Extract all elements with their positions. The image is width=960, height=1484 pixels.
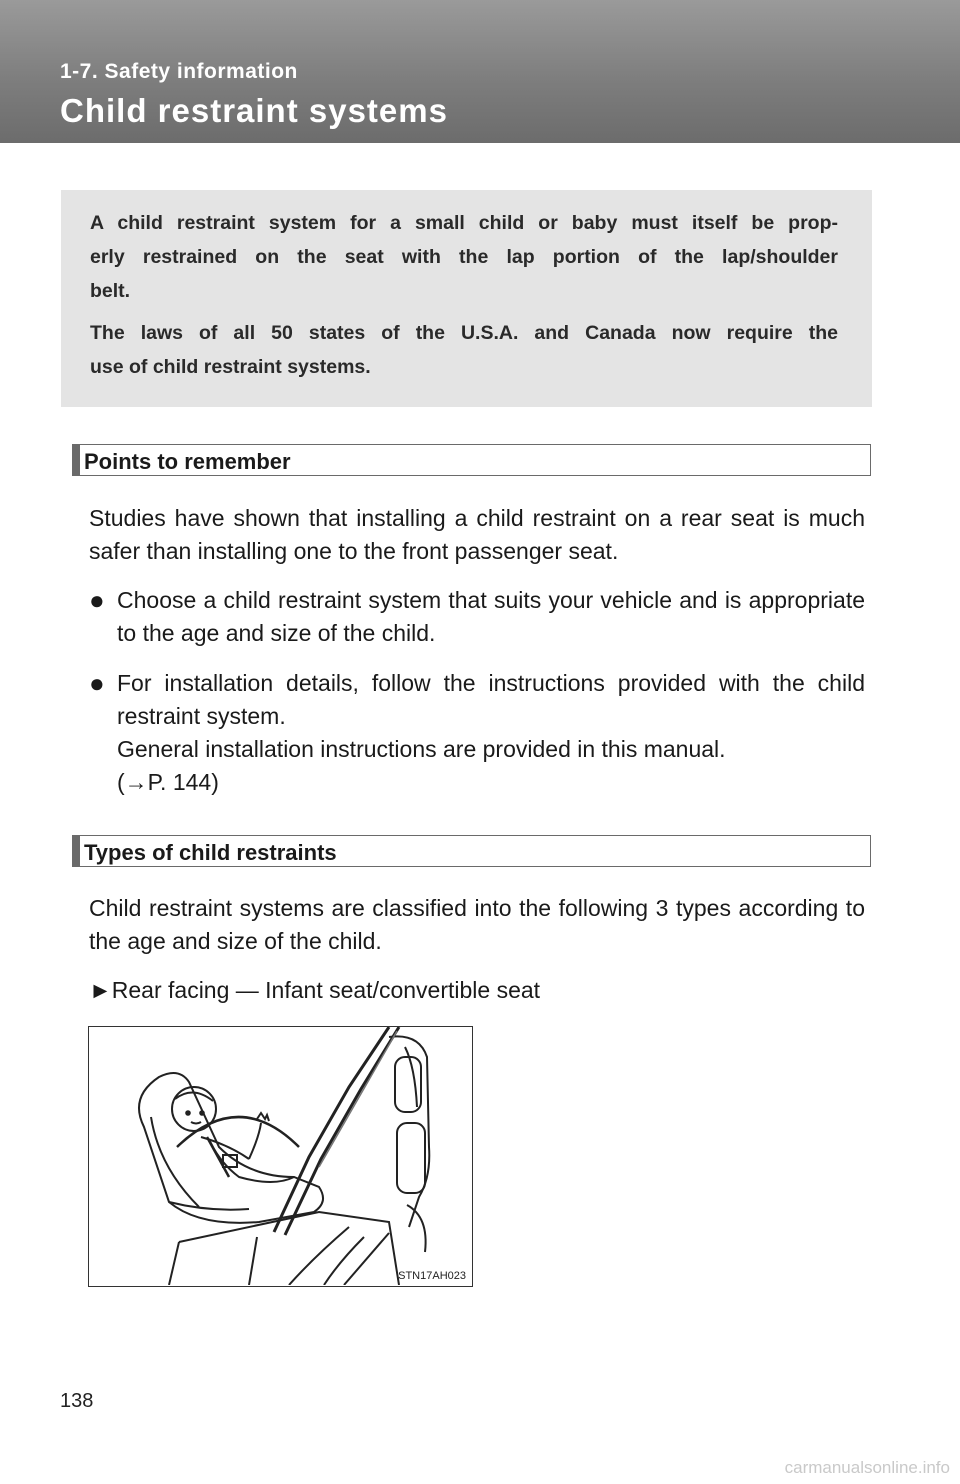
- types-heading-box: [72, 835, 871, 867]
- intro-line-2: erly restrained on the seat with the lap portion of the lap/shoulder: [90, 246, 838, 268]
- figure-code: STN17AH023: [398, 1270, 466, 1282]
- points-body: Studies have shown that installing a child restraint on a rear seat is much safer than installing one to the front passenger seat.: [89, 505, 865, 564]
- points-heading-box: [72, 444, 871, 476]
- bullet-1-text: Choose a child restraint system that suits your vehicle and is appropriate to the age and size of the child.: [117, 587, 865, 646]
- intro-line-3: belt.: [90, 280, 131, 302]
- page-number: 138: [60, 1390, 94, 1412]
- page-reference-link[interactable]: (→P. 144): [117, 769, 219, 795]
- bullet-2-extra: General installation instructions are provided in this manual.: [117, 736, 726, 762]
- infant-seat-illustration: [88, 1026, 473, 1287]
- intro-line-4: The laws of all 50 states of the U.S.A. and Canada now require the: [90, 322, 838, 344]
- bullet-1-glyph: ●: [89, 585, 105, 615]
- types-body: Child restraint systems are classified into the following 3 types according to the age and size of the child.: [89, 895, 865, 954]
- points-heading: Points to remember: [84, 449, 291, 474]
- watermark: carmanualsonline.info: [784, 1458, 950, 1477]
- types-item-rear-facing: ►Rear facing — Infant seat/convertible seat: [89, 977, 541, 1003]
- intro-line-1: A child restraint system for a small child or baby must itself be prop-: [90, 212, 838, 234]
- types-heading: Types of child restraints: [84, 840, 337, 865]
- bullet-2-text: For installation details, follow the instructions provided with the child restraint system.: [117, 670, 865, 729]
- page-header: [0, 0, 960, 143]
- section-label: 1-7. Safety information: [60, 60, 298, 83]
- infant-seat-drawing: [89, 1027, 471, 1285]
- intro-box: [61, 190, 872, 407]
- heading-bar: [72, 835, 80, 867]
- heading-bar: [72, 444, 80, 476]
- page-title: Child restraint systems: [60, 92, 448, 129]
- bullet-2-glyph: ●: [89, 668, 105, 698]
- intro-line-5: use of child restraint systems.: [90, 356, 371, 378]
